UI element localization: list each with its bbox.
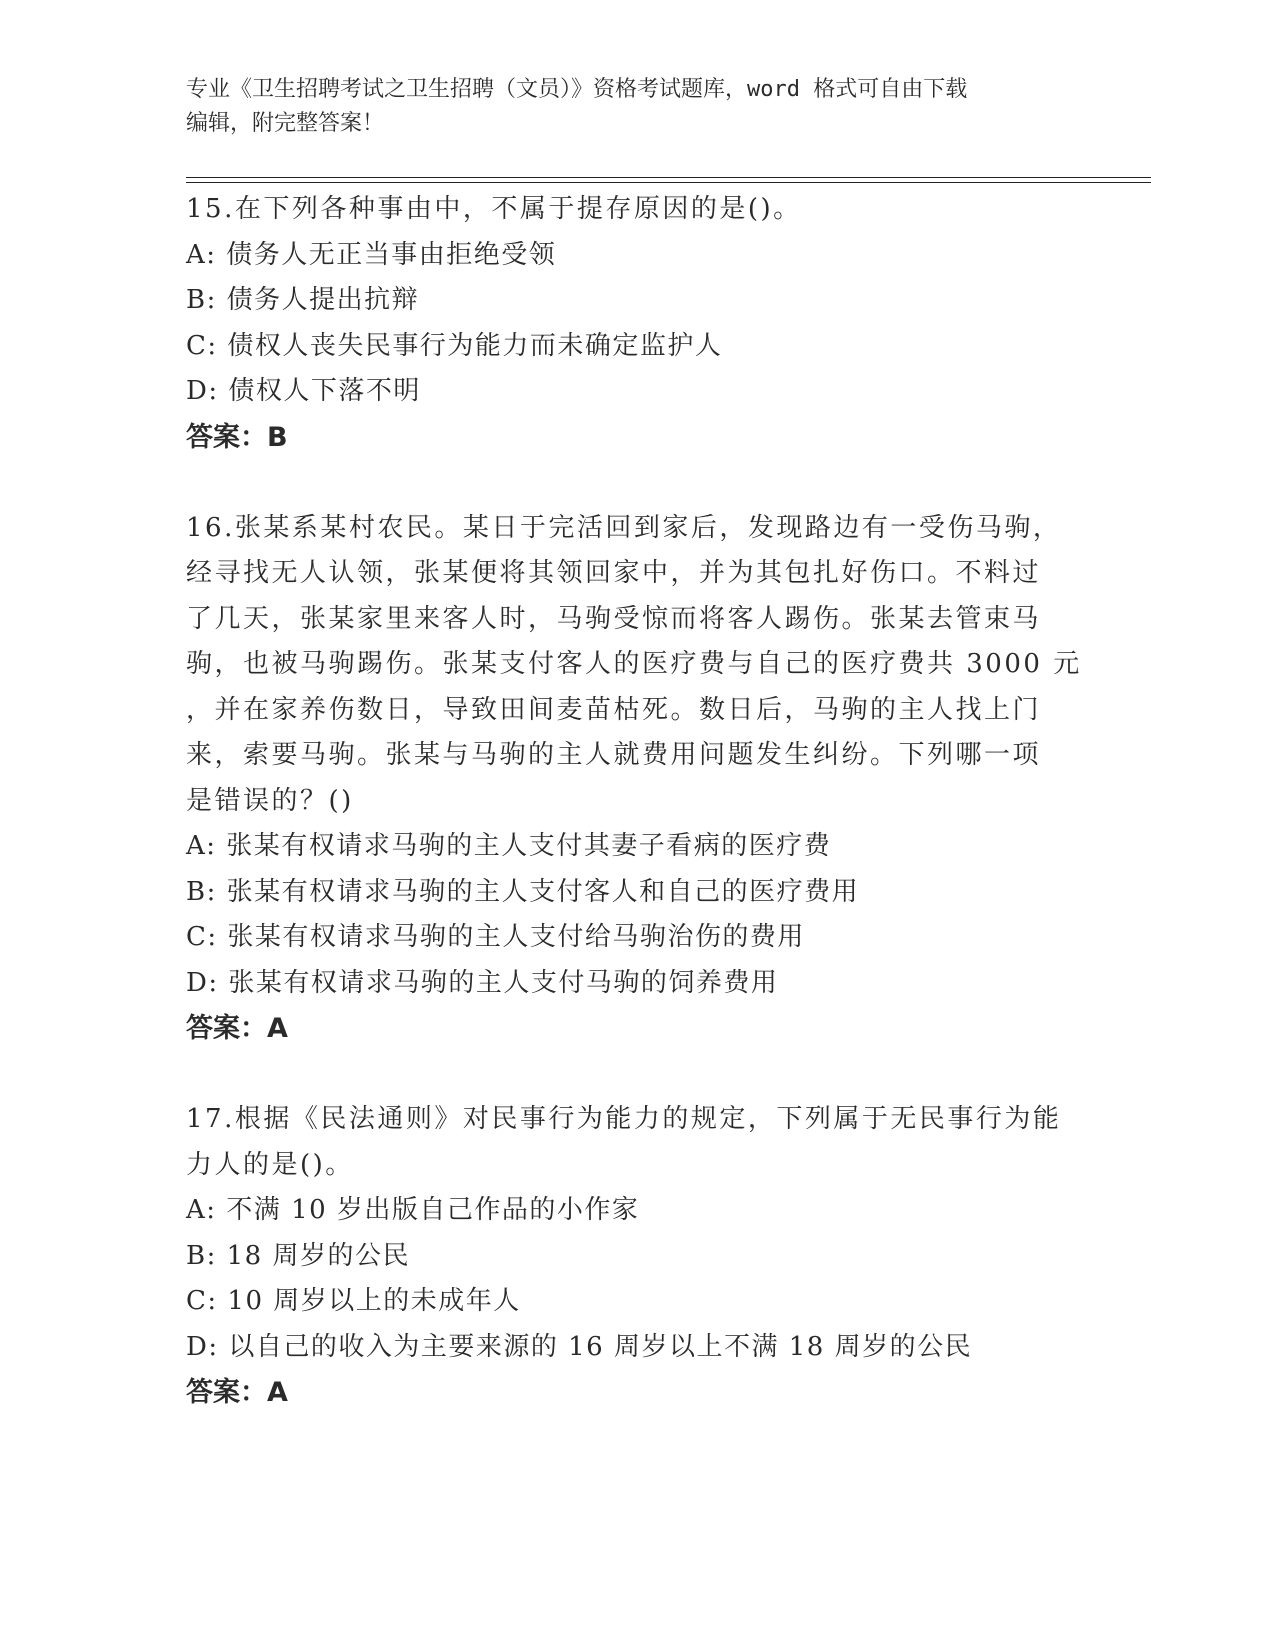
stem-line: 15.在下列各种事由中，不属于提存原因的是()。	[186, 194, 802, 224]
option-c: C: 10 周岁以上的未成年人	[186, 1286, 521, 1316]
stem-line: 经寻找无人认领，张某便将其领回家中，并为其包扎好伤口。不料过	[186, 558, 1042, 588]
stem-line: 力人的是()。	[186, 1149, 354, 1180]
stem-line: 驹，也被马驹踢伤。张某支付客人的医疗费与自己的医疗费共 3000 元	[186, 649, 1082, 679]
option-a: A: 张某有权请求马驹的主人支付其妻子看病的医疗费	[186, 831, 832, 861]
stem-line: 了几天，张某家里来客人时，马驹受惊而将客人踢伤。张某去管束马	[186, 603, 1042, 634]
question-list	[186, 187, 1086, 1416]
stem-line: 是错误的？()	[186, 785, 354, 816]
option-b: B: 债务人提出抗辩	[186, 285, 420, 315]
stem-line: 来，索要马驹。张某与马驹的主人就费用问题发生纠纷。下列哪一项	[186, 740, 1042, 770]
option-b: B: 张某有权请求马驹的主人支付客人和自己的医疗费用	[186, 876, 860, 907]
question-spacer	[186, 1052, 1086, 1098]
question-stem	[186, 1097, 1086, 1188]
document-header	[186, 73, 1066, 141]
header-divider-top	[186, 177, 1151, 178]
answer-label: 答案：B	[186, 421, 288, 453]
question-stem	[186, 187, 1086, 233]
option-a: A: 债务人无正当事由拒绝受领	[186, 239, 557, 270]
question-spacer	[186, 460, 1086, 506]
stem-line: ，并在家养伤数日，导致田间麦苗枯死。数日后，马驹的主人找上门	[186, 694, 1042, 725]
option-b: B: 18 周岁的公民	[186, 1240, 410, 1271]
question-16	[186, 506, 1086, 1052]
question-17	[186, 1097, 1086, 1416]
stem-line: 17.根据《民法通则》对民事行为能力的规定，下列属于无民事行为能	[186, 1104, 1062, 1134]
header-divider-bottom	[186, 182, 1151, 183]
option-c: C: 债权人丧失民事行为能力而未确定监护人	[186, 330, 723, 361]
answer-label: 答案：A	[186, 1377, 288, 1408]
header-line-1: 专业《卫生招聘考试之卫生招聘（文员）》资格考试题库，word 格式可自由下载	[186, 77, 968, 102]
option-d: D: 债权人下落不明	[186, 376, 421, 406]
option-d: D: 以自己的收入为主要来源的 16 周岁以上不满 18 周岁的公民	[186, 1331, 973, 1362]
answer-label: 答案：A	[186, 1013, 288, 1044]
question-15	[186, 187, 1086, 460]
header-line-2: 编辑，附完整答案！	[186, 111, 385, 136]
option-c: C: 张某有权请求马驹的主人支付给马驹治伤的费用	[186, 922, 805, 952]
question-stem	[186, 506, 1086, 825]
option-d: D: 张某有权请求马驹的主人支付马驹的饲养费用	[186, 967, 779, 998]
stem-line: 16.张某系某村农民。某日于完活回到家后，发现路边有一受伤马驹，	[186, 512, 1062, 543]
option-a: A: 不满 10 岁出版自己作品的小作家	[186, 1195, 640, 1225]
